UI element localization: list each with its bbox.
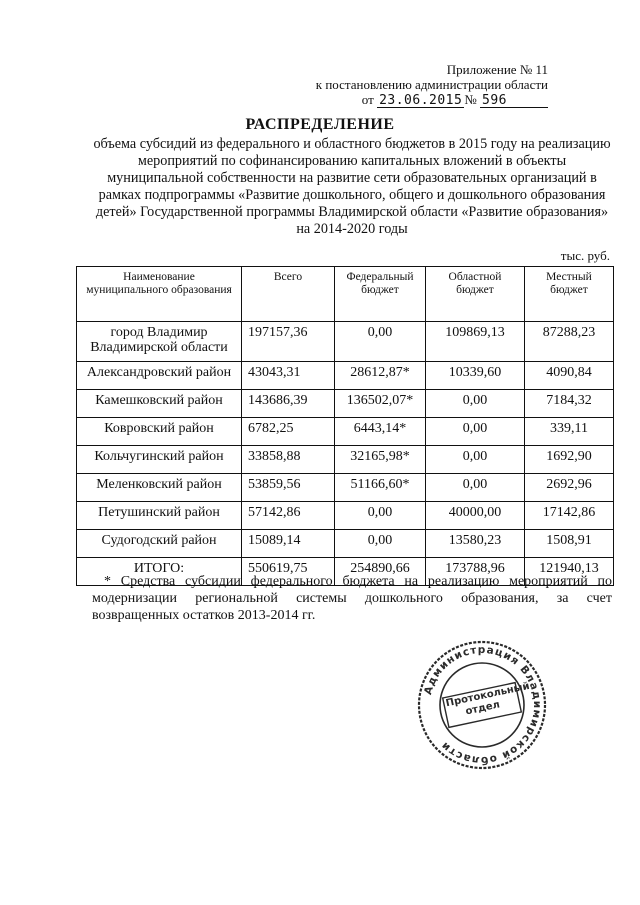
row-local: 339,11 [525, 418, 614, 446]
total-federal: 254890,66 [335, 558, 426, 586]
row-regional: 0,00 [426, 474, 525, 502]
table-row [77, 446, 614, 474]
row-municipality: Кольчугинский район [77, 446, 242, 474]
footnote: * Средства субсидии федерального бюджета на реализацию мероприятий по модернизации региональной системы дошкольного образования, за счет возвращенных остатков 2013-2014 гг. [92, 574, 612, 623]
table-row [77, 474, 614, 502]
row-local: 2692,96 [525, 474, 614, 502]
stamp-ring-text: Администрация Владимирской области [422, 643, 544, 767]
table-row [77, 362, 614, 390]
unit-label: тыс. руб. [560, 248, 610, 263]
total-all: 550619,75 [242, 558, 335, 586]
row-municipality: Меленковский район [77, 474, 242, 502]
row-regional: 13580,23 [426, 530, 525, 558]
row-total: 57142,86 [242, 502, 335, 530]
official-stamp [412, 640, 552, 770]
header-local: Местный бюджет [525, 267, 614, 322]
appendix-header [316, 62, 548, 108]
row-local: 87288,23 [525, 322, 614, 362]
row-federal: 51166,60* [335, 474, 426, 502]
row-federal: 32165,98* [335, 446, 426, 474]
row-municipality: город Владимир Владимирской области [77, 322, 242, 362]
stamp-center [443, 680, 531, 728]
row-total: 15089,14 [242, 530, 335, 558]
table-row [77, 530, 614, 558]
header-federal: Федеральный бюджет [335, 267, 426, 322]
row-municipality: Судогодский район [77, 530, 242, 558]
row-local: 1692,90 [525, 446, 614, 474]
row-total: 143686,39 [242, 390, 335, 418]
row-regional: 0,00 [426, 446, 525, 474]
total-regional: 173788,96 [426, 558, 525, 586]
total-label: ИТОГО: [77, 558, 242, 586]
row-federal: 28612,87* [335, 362, 426, 390]
row-municipality: Ковровский район [77, 418, 242, 446]
table-row [77, 502, 614, 530]
row-local: 1508,91 [525, 530, 614, 558]
row-total: 43043,31 [242, 362, 335, 390]
row-local: 4090,84 [525, 362, 614, 390]
row-total: 53859,56 [242, 474, 335, 502]
row-regional: 0,00 [426, 418, 525, 446]
row-federal: 0,00 [335, 502, 426, 530]
row-federal: 6443,14* [335, 418, 426, 446]
table-row [77, 322, 614, 362]
header-regional: Областной бюджет [426, 267, 525, 322]
row-federal: 136502,07* [335, 390, 426, 418]
row-federal: 0,00 [335, 530, 426, 558]
date-prefix: от [361, 92, 374, 107]
row-local: 7184,32 [525, 390, 614, 418]
document-title: РАСПРЕДЕЛЕНИЕ [245, 116, 395, 133]
document-number: 596 [480, 95, 548, 108]
header-municipality: Наименование муниципального образования [77, 267, 242, 322]
row-federal: 0,00 [335, 322, 426, 362]
row-total: 6782,25 [242, 418, 335, 446]
subsidy-table [76, 266, 614, 586]
row-municipality: Камешковский район [77, 390, 242, 418]
row-local: 17142,86 [525, 502, 614, 530]
stamp-center-text: Протокольный отдел [444, 680, 531, 718]
row-regional: 40000,00 [426, 502, 525, 530]
row-total: 197157,36 [242, 322, 335, 362]
row-regional: 10339,60 [426, 362, 525, 390]
header-total: Всего [242, 267, 335, 322]
table-row [77, 390, 614, 418]
row-municipality: Александровский район [77, 362, 242, 390]
table-row [77, 418, 614, 446]
date-value: 23.06.2015 [379, 93, 463, 108]
row-regional: 109869,13 [426, 322, 525, 362]
row-regional: 0,00 [426, 390, 525, 418]
row-municipality: Петушинский район [77, 502, 242, 530]
total-local: 121940,13 [525, 558, 614, 586]
table-header-row [77, 267, 614, 322]
appendix-date-line [362, 92, 548, 108]
appendix-reference: к постановлению администрации области [315, 77, 548, 92]
document-subtitle: объема субсидий из федерального и областного бюджетов в 2015 году на реализацию мероприятий по софинансированию капитальных вложений в объекты муниципальной собственности на развитие сети образовательных организаций в рамках подпрограммы «Развитие дошкольного, общего и дошкольного образования детей» Государственной программы Владимирской области «Развитие образования» на 2014-2020 годы [93, 136, 611, 237]
number-sign: № [464, 92, 477, 107]
row-total: 33858,88 [242, 446, 335, 474]
appendix-title: Приложение № 11 [446, 62, 548, 77]
